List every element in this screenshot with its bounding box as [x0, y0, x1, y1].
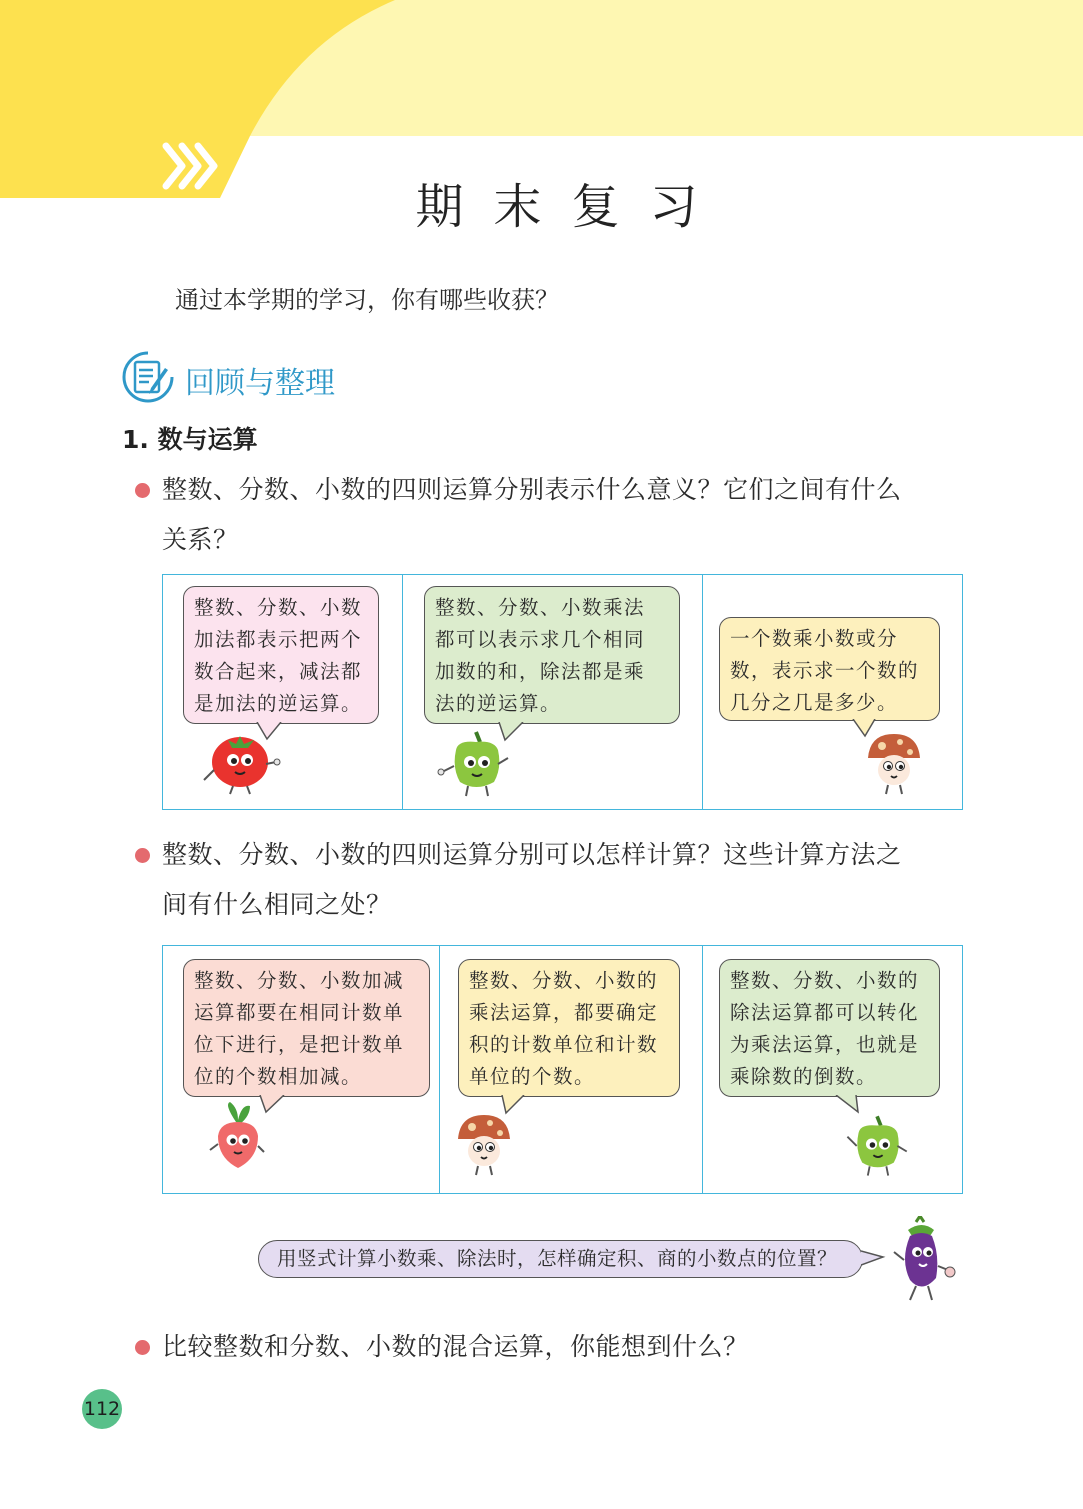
question-line: 整数、分数、小数的四则运算分别表示什么意义？它们之间有什么: [162, 475, 902, 504]
mushroom-character-icon: [864, 730, 924, 796]
bullet-dot: [135, 1340, 150, 1355]
radish-character-icon: [206, 1100, 270, 1176]
notebook-pencil-icon: [121, 350, 175, 404]
mushroom-character-icon: [454, 1110, 514, 1178]
speech-bubble: 整数、分数、小数加减 运算都要在相同计数单 位下进行，是把计数单 位的个数相加减。: [183, 959, 430, 1097]
speech-bubble: 整数、分数、小数乘法 都可以表示求几个相同 加数的和，除法都是乘 法的逆运算。: [424, 586, 680, 724]
bullet-dot: [135, 848, 150, 863]
question-line: 关系？: [162, 525, 239, 554]
question-line: 间有什么相同之处？: [162, 890, 392, 919]
speech-bubble: 整数、分数、小数的 除法运算都可以转化 为乘法运算，也就是 乘除数的倒数。: [719, 959, 940, 1097]
pepper-character-icon: [436, 728, 518, 798]
eggplant-character-icon: [886, 1216, 962, 1304]
bubble-tail: [861, 1248, 887, 1270]
speech-bubble: 整数、分数、小数 加法都表示把两个 数合起来，减法都 是加法的逆运算。: [183, 586, 379, 724]
tomato-character-icon: [200, 728, 285, 796]
speech-bubble: 一个数乘小数或分 数，表示求一个数的 几分之几是多少。: [719, 617, 940, 721]
question-line: 整数、分数、小数的四则运算分别可以怎样计算？这些计算方法之: [162, 840, 902, 869]
page-number-badge: 112: [82, 1389, 122, 1429]
question-1: [135, 465, 965, 565]
pepper-character-icon: [840, 1110, 916, 1180]
question-line: 比较整数和分数、小数的混合运算，你能想到什么？: [162, 1332, 749, 1361]
bullet-dot: [135, 483, 150, 498]
subsection-heading: 1. 数与运算: [122, 425, 258, 454]
question-2: [135, 830, 965, 930]
speech-bubble: 整数、分数、小数的 乘法运算，都要确定 积的计数单位和计数 单位的个数。: [458, 959, 680, 1097]
intro-text: 通过本学期的学习，你有哪些收获？: [175, 286, 559, 314]
question-3: [135, 1322, 965, 1372]
hint-bubble: 用竖式计算小数乘、除法时，怎样确定积、商的小数点的位置？: [258, 1240, 863, 1278]
page-title: 期末复习: [415, 179, 728, 235]
section-title: 回顾与整理: [185, 366, 335, 401]
